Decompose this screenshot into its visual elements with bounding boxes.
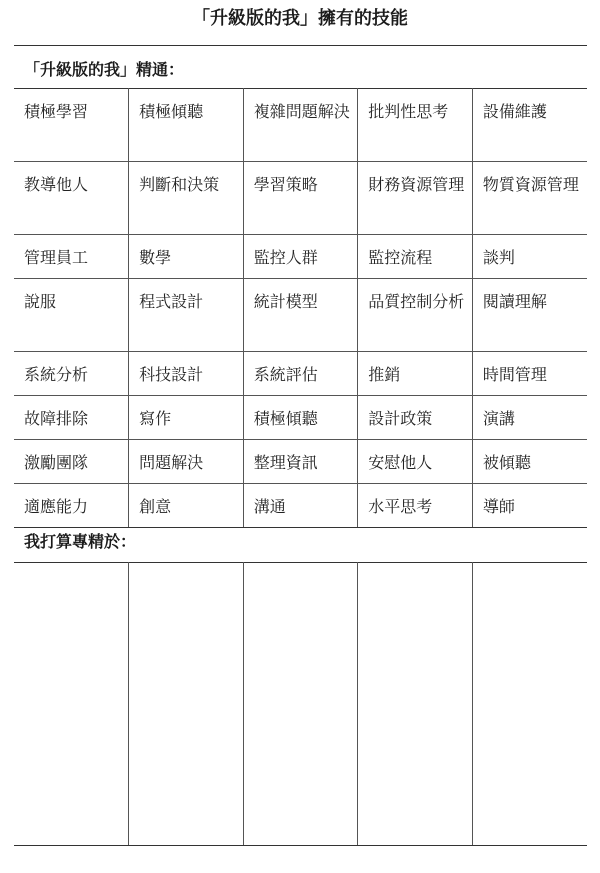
table-row	[14, 162, 587, 235]
skill-cell: 程式設計	[129, 279, 244, 352]
skill-cell: 教導他人	[14, 162, 129, 235]
skill-cell: 適應能力	[14, 484, 129, 528]
skill-cell: 統計模型	[243, 279, 358, 352]
skill-cell: 談判	[472, 235, 587, 279]
skill-cell: 時間管理	[472, 352, 587, 396]
skill-cell: 積極學習	[14, 89, 129, 162]
mastery-heading: 「升級版的我」精通：	[24, 60, 185, 79]
skill-cell: 整理資訊	[243, 440, 358, 484]
skill-cell: 水平思考	[358, 484, 473, 528]
table-row	[14, 440, 587, 484]
skill-cell: 監控流程	[358, 235, 473, 279]
skill-cell: 複雜問題解決	[243, 89, 358, 162]
table-row	[14, 484, 587, 528]
skill-cell: 推銷	[358, 352, 473, 396]
skill-cell: 學習策略	[243, 162, 358, 235]
skill-cell: 批判性思考	[358, 89, 473, 162]
skill-cell: 說服	[14, 279, 129, 352]
plan-cell[interactable]	[129, 563, 244, 846]
skill-cell: 激勵團隊	[14, 440, 129, 484]
plan-cell[interactable]	[472, 563, 587, 846]
skill-cell: 溝通	[243, 484, 358, 528]
skill-cell: 設計政策	[358, 396, 473, 440]
skills-table	[14, 88, 587, 528]
plan-table	[14, 562, 587, 846]
plan-cell[interactable]	[14, 563, 129, 846]
skill-cell: 積極傾聽	[243, 396, 358, 440]
skill-cell: 管理員工	[14, 235, 129, 279]
table-row	[14, 235, 587, 279]
skill-cell: 故障排除	[14, 396, 129, 440]
skill-cell: 判斷和決策	[129, 162, 244, 235]
skill-cell: 設備維護	[472, 89, 587, 162]
skill-cell: 閱讀理解	[472, 279, 587, 352]
top-divider	[14, 45, 587, 46]
skill-cell: 系統分析	[14, 352, 129, 396]
plan-heading: 我打算專精於：	[24, 532, 137, 551]
plan-cell[interactable]	[243, 563, 358, 846]
skill-cell: 積極傾聽	[129, 89, 244, 162]
skill-cell: 物質資源管理	[472, 162, 587, 235]
skill-cell: 導師	[472, 484, 587, 528]
skill-cell: 科技設計	[129, 352, 244, 396]
table-row	[14, 396, 587, 440]
skill-cell: 演講	[472, 396, 587, 440]
skill-cell: 被傾聽	[472, 440, 587, 484]
page-title: 「升級版的我」擁有的技能	[192, 8, 408, 29]
skill-cell: 創意	[129, 484, 244, 528]
skill-cell: 系統評估	[243, 352, 358, 396]
skill-cell: 財務資源管理	[358, 162, 473, 235]
table-row	[14, 563, 587, 846]
skill-cell: 安慰他人	[358, 440, 473, 484]
table-row	[14, 279, 587, 352]
table-row	[14, 89, 587, 162]
skill-cell: 問題解決	[129, 440, 244, 484]
plan-cell[interactable]	[358, 563, 473, 846]
skill-cell: 數學	[129, 235, 244, 279]
table-row	[14, 352, 587, 396]
skill-cell: 品質控制分析	[358, 279, 473, 352]
skill-cell: 寫作	[129, 396, 244, 440]
skill-cell: 監控人群	[243, 235, 358, 279]
